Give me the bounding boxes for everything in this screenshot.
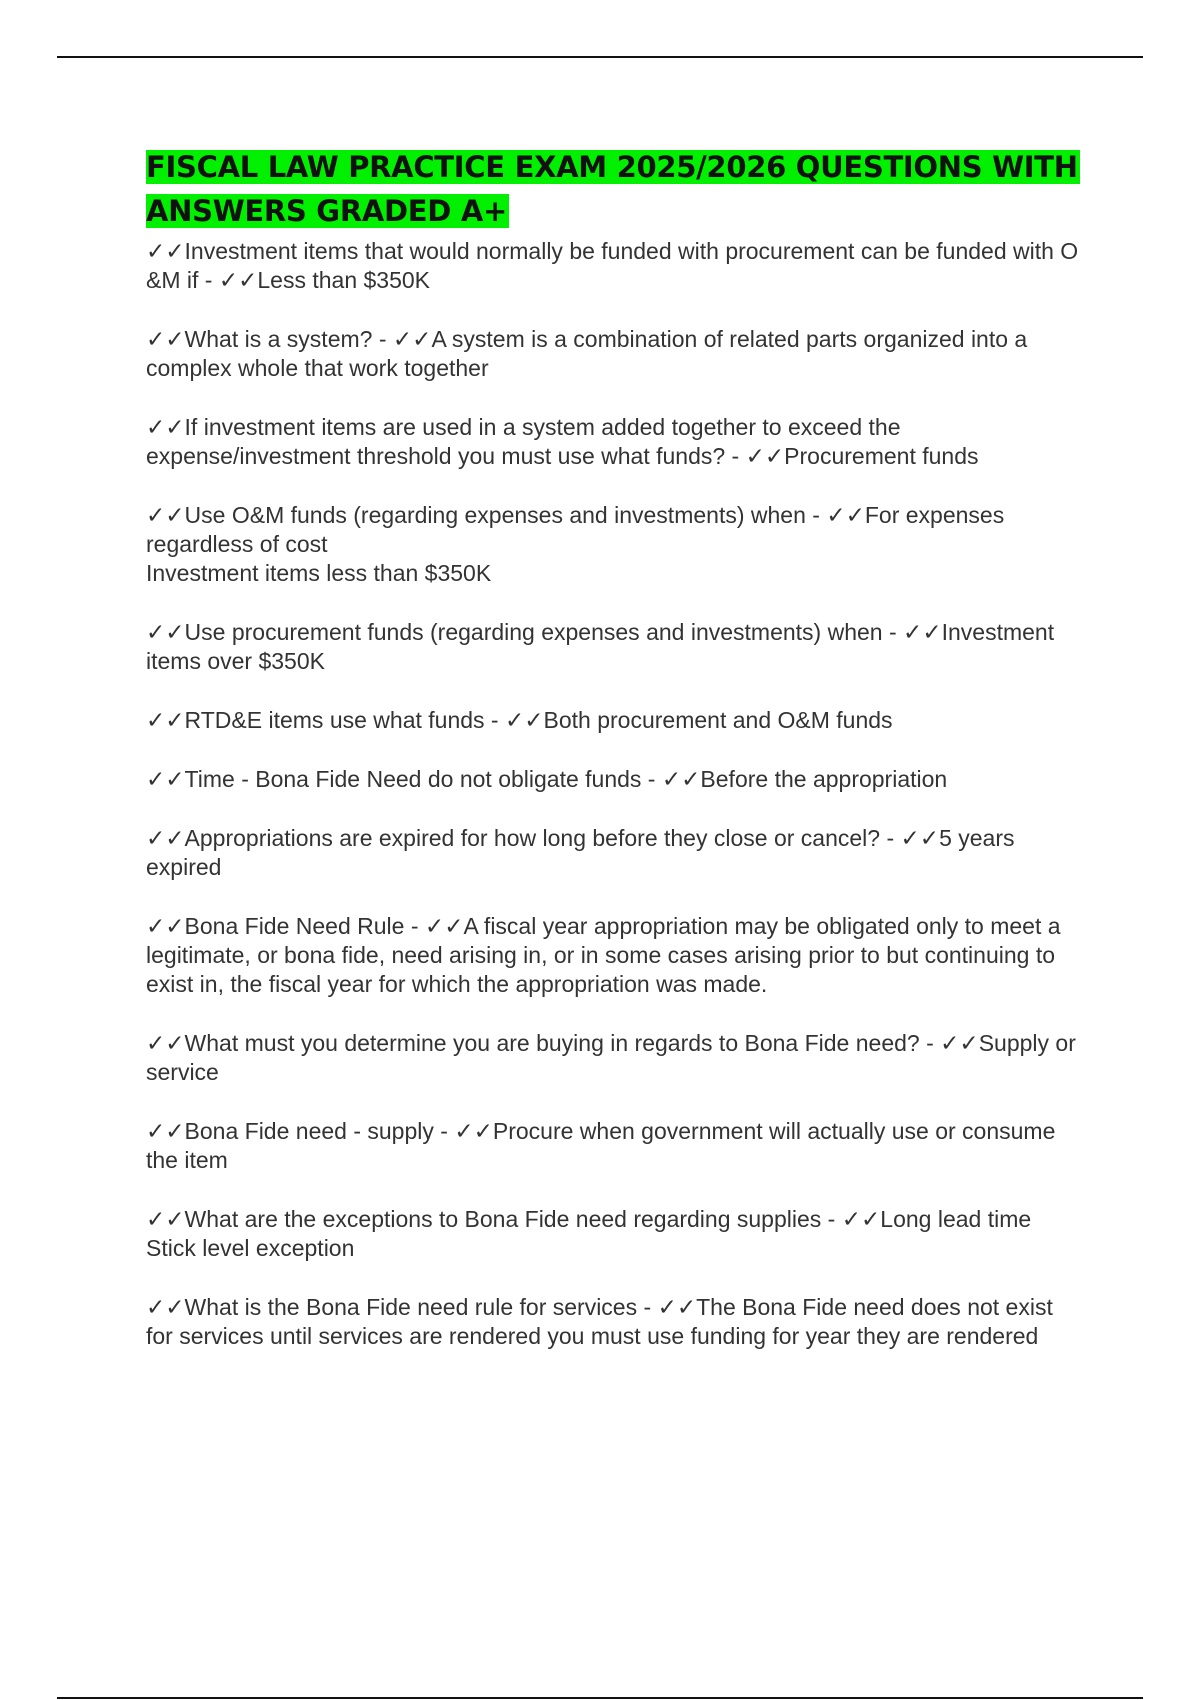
check-mark-icon: ✓✓ [146,414,185,440]
qa-item: ✓✓Use procurement funds (regarding expenses and investments) when - ✓✓Investment items over $350K [146,619,1055,674]
check-mark-icon: ✓✓ [940,1030,979,1056]
question-text: Bona Fide Need Rule [184,913,405,939]
check-mark-icon: ✓✓ [146,825,185,851]
question-text: RTD&E items use what funds [184,707,485,733]
check-mark-icon: ✓✓ [146,1294,185,1320]
check-mark-icon: ✓✓ [745,443,785,469]
check-mark-icon: ✓✓ [454,1118,493,1144]
qa-item: ✓✓If investment items are used in a system added together to exceed the expense/investment threshold you must use what funds? - ✓✓Procurement funds [146,414,979,469]
qa-item: ✓✓What is the Bona Fide need rule for services - ✓✓The Bona Fide need does not exist for services until services are rendered you must use funding for year they are rendered [146,1294,1053,1349]
page-title [146,145,1086,233]
qa-item: ✓✓Bona Fide need - supply - ✓✓Procure when government will actually use or consume the item [146,1118,1056,1173]
answer-text: A fiscal year appropriation may be obligated only to meet a legitimate, or bona fide, need arising in, or in some cases arising prior to but continuing to exist in, the fiscal year for which the appropriation was made. [146,913,1061,997]
answer-text: Less than $350K [257,267,431,293]
answer-text: The Bona Fide need does not exist for services until services are rendered you must use funding for year they are rendered [146,1294,1053,1349]
answer-text: Before the appropriation [700,766,948,792]
check-mark-icon: ✓✓ [146,326,185,352]
check-mark-icon: ✓✓ [826,502,865,528]
answer-text: Procurement funds [784,443,979,469]
check-mark-icon: ✓✓ [504,707,544,733]
check-mark-icon: ✓✓ [392,326,432,352]
answer-text: Long lead time Stick level exception [146,1206,1032,1261]
check-mark-icon: ✓✓ [146,707,185,733]
qa-item: ✓✓What is a system? - ✓✓A system is a combination of related parts organized into a complex whole that work together [146,326,1028,381]
answer-text: A system is a combination of related parts organized into a complex whole that work together [146,326,1028,381]
question-text: Bona Fide need - supply [184,1118,434,1144]
qa-item: ✓✓Appropriations are expired for how long before they close or cancel? - ✓✓5 years expired [146,825,1015,880]
question-text: Use O&M funds (regarding expenses and investments) when [184,502,806,528]
qa-list [146,237,1086,1351]
answer-text: 5 years expired [146,825,1015,880]
qa-item: ✓✓Bona Fide Need Rule - ✓✓A fiscal year appropriation may be obligated only to meet a legitimate, or bona fide, need arising in, or in some cases arising prior to but continuing to exist in, the fiscal year for which the appropriation was made. [146,913,1061,997]
document-body [146,145,1086,1381]
check-mark-icon: ✓✓ [146,766,185,792]
qa-item: ✓✓What must you determine you are buying in regards to Bona Fide need? - ✓✓Supply or service [146,1030,1076,1085]
check-mark-icon: ✓✓ [657,1294,697,1320]
qa-item: ✓✓RTD&E items use what funds - ✓✓Both procurement and O&M funds [146,707,893,733]
check-mark-icon: ✓✓ [903,619,942,645]
qa-item: ✓✓What are the exceptions to Bona Fide need regarding supplies - ✓✓Long lead time Stick level exception [146,1206,1032,1261]
question-text: Use procurement funds (regarding expenses and investments) when [184,619,883,645]
question-text: Appropriations are expired for how long before they close or cancel? [184,825,881,851]
question-text: What are the exceptions to Bona Fide need regarding supplies [184,1206,822,1232]
check-mark-icon: ✓✓ [146,1030,185,1056]
check-mark-icon: ✓✓ [218,267,258,293]
answer-text: For expenses regardless of cost Investment items less than $350K [146,502,1005,586]
check-mark-icon: ✓✓ [146,619,185,645]
qa-item: ✓✓Time - Bona Fide Need do not obligate funds - ✓✓Before the appropriation [146,766,948,792]
check-mark-icon: ✓✓ [900,825,940,851]
header-rule [57,56,1143,58]
check-mark-icon: ✓✓ [146,1118,185,1144]
question-text: Investment items that would normally be funded with procurement can be funded with O &M if [146,238,1079,293]
answer-text: Investment items over $350K [146,619,1055,674]
check-mark-icon: ✓✓ [661,766,701,792]
title-highlight: FISCAL LAW PRACTICE EXAM 2025/2026 QUESTIONS WITH ANSWERS GRADED A+ [146,150,1078,228]
check-mark-icon: ✓✓ [146,238,185,264]
check-mark-icon: ✓✓ [146,502,185,528]
question-text: What is a system? [184,326,373,352]
footer-rule [57,1697,1143,1699]
check-mark-icon: ✓✓ [146,1206,185,1232]
question-text: What must you determine you are buying in regards to Bona Fide need? [184,1030,920,1056]
question-text: What is the Bona Fide need rule for services [184,1294,638,1320]
question-text: Time - Bona Fide Need do not obligate funds [184,766,642,792]
check-mark-icon: ✓✓ [841,1206,881,1232]
question-text: If investment items are used in a system added together to exceed the expense/investment threshold you must use what funds? [146,414,901,469]
answer-text: Both procurement and O&M funds [543,707,893,733]
check-mark-icon: ✓✓ [424,913,464,939]
qa-item: ✓✓Investment items that would normally be funded with procurement can be funded with O &M if - ✓✓Less than $350K [146,238,1079,293]
answer-text: Procure when government will actually use or consume the item [146,1118,1056,1173]
qa-item: ✓✓Use O&M funds (regarding expenses and investments) when - ✓✓For expenses regardless of cost Investment items less than $350K [146,502,1005,586]
check-mark-icon: ✓✓ [146,913,185,939]
answer-text: Supply or service [146,1030,1076,1085]
